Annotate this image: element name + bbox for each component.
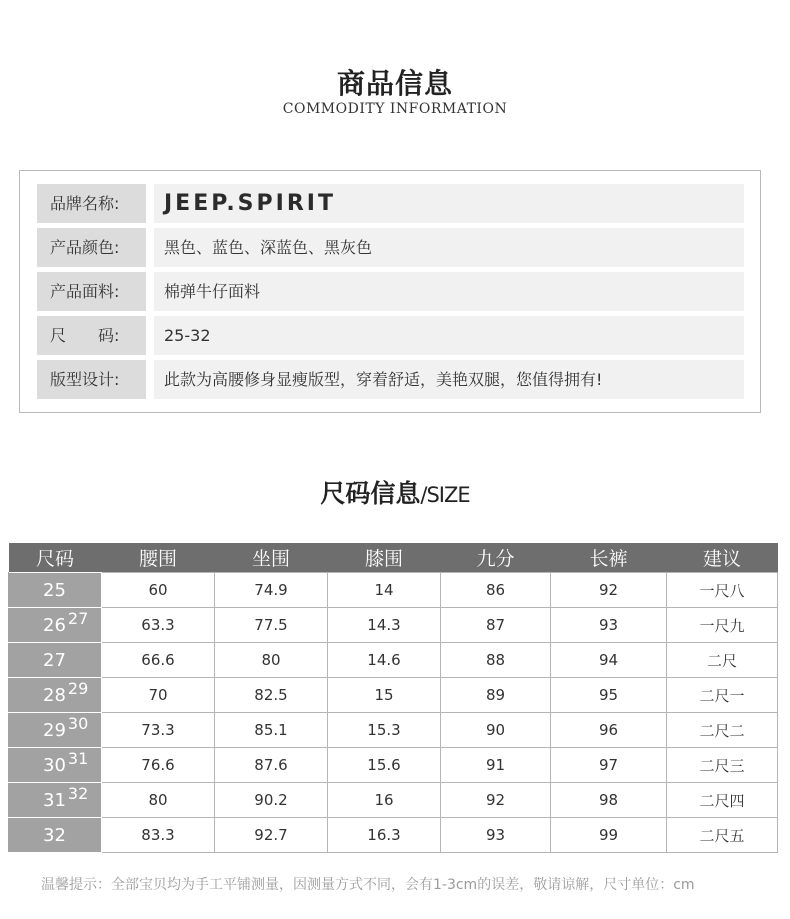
info-label: 产品颜色:: [37, 228, 146, 267]
table-cell: 88: [441, 643, 551, 678]
table-cell: 87.6: [215, 748, 328, 783]
size-value: 32: [43, 824, 66, 846]
column-header: 长裤: [551, 543, 667, 573]
size-alt-value: 31: [67, 748, 89, 768]
table-cell: 91: [441, 748, 551, 783]
size-cell: [9, 713, 102, 748]
column-header: 尺码: [9, 543, 102, 573]
table-cell: 二尺一: [667, 678, 778, 713]
table-cell: 14.6: [328, 643, 441, 678]
measurement-note: 温馨提示：全部宝贝均为手工平铺测量，因测量方式不同，会有1-3cm的误差，敬请谅解，尺寸单位：cm: [41, 877, 695, 893]
table-row: [9, 678, 778, 713]
table-row: [9, 748, 778, 783]
info-value: 此款为高腰修身显瘦版型，穿着舒适，美艳双腿，您值得拥有!: [154, 360, 744, 399]
table-cell: 94: [551, 643, 667, 678]
table-cell: 73.3: [102, 713, 215, 748]
table-cell: 83.3: [102, 818, 215, 853]
page-subtitle: COMMODITY INFORMATION: [282, 101, 508, 117]
table-cell: 14.3: [328, 608, 441, 643]
size-cell: [9, 573, 102, 608]
table-cell: 16.3: [328, 818, 441, 853]
table-row: [9, 713, 778, 748]
table-cell: 76.6: [102, 748, 215, 783]
table-cell: 97: [551, 748, 667, 783]
table-cell: 92: [441, 783, 551, 818]
table-row: [9, 818, 778, 853]
table-cell: 一尺九: [667, 608, 778, 643]
info-value: 棉弹牛仔面料: [154, 272, 744, 311]
table-cell: 二尺二: [667, 713, 778, 748]
size-alt-value: 30: [67, 713, 89, 733]
size-alt-value: 27: [67, 608, 89, 628]
size-cell: [9, 643, 102, 678]
table-cell: 86: [441, 573, 551, 608]
table-row: [9, 608, 778, 643]
info-value-brand: [154, 184, 744, 223]
size-cell: [9, 678, 102, 713]
table-row: [9, 573, 778, 608]
table-cell: 93: [441, 818, 551, 853]
size-value: 30: [43, 754, 66, 776]
table-cell: 85.1: [215, 713, 328, 748]
table-cell: 63.3: [102, 608, 215, 643]
table-cell: 98: [551, 783, 667, 818]
table-cell: 二尺四: [667, 783, 778, 818]
size-title-cn: 尺码信息: [320, 479, 421, 508]
commodity-info-box: [19, 170, 761, 413]
size-value: 27: [43, 649, 66, 671]
table-cell: 74.9: [215, 573, 328, 608]
size-section-title: [0, 474, 790, 510]
table-cell: 15: [328, 678, 441, 713]
table-cell: 95: [551, 678, 667, 713]
info-label: 尺 码:: [37, 316, 146, 355]
info-label: 品牌名称:: [37, 184, 146, 223]
table-cell: 二尺: [667, 643, 778, 678]
table-cell: 二尺五: [667, 818, 778, 853]
info-value: 25-32: [154, 316, 744, 355]
table-cell: 15.3: [328, 713, 441, 748]
size-value: 29: [43, 719, 66, 741]
column-header: 膝围: [328, 543, 441, 573]
table-cell: 70: [102, 678, 215, 713]
info-value: 黑色、蓝色、深蓝色、黑灰色: [154, 228, 744, 267]
size-value: 31: [43, 789, 66, 811]
table-cell: 99: [551, 818, 667, 853]
size-alt-value: 32: [67, 783, 89, 803]
size-value: 28: [43, 684, 66, 706]
table-row: [9, 643, 778, 678]
size-cell: [9, 608, 102, 643]
table-cell: 77.5: [215, 608, 328, 643]
table-cell: 96: [551, 713, 667, 748]
table-cell: 90.2: [215, 783, 328, 818]
brand-logo: JEEP.SPIRIT: [164, 191, 336, 216]
table-cell: 二尺三: [667, 748, 778, 783]
table-cell: 80: [102, 783, 215, 818]
table-cell: 14: [328, 573, 441, 608]
table-cell: 92: [551, 573, 667, 608]
size-alt-value: 29: [67, 678, 89, 698]
info-label: 产品面料:: [37, 272, 146, 311]
table-cell: 89: [441, 678, 551, 713]
table-cell: 66.6: [102, 643, 215, 678]
table-cell: 92.7: [215, 818, 328, 853]
size-title-en: /SIZE: [420, 483, 470, 507]
column-header: 建议: [667, 543, 778, 573]
table-cell: 一尺八: [667, 573, 778, 608]
size-table: [8, 543, 778, 853]
size-cell: [9, 783, 102, 818]
table-cell: 87: [441, 608, 551, 643]
table-cell: 82.5: [215, 678, 328, 713]
table-cell: 90: [441, 713, 551, 748]
table-header-row: [9, 543, 778, 573]
table-cell: 93: [551, 608, 667, 643]
column-header: 九分: [441, 543, 551, 573]
table-cell: 15.6: [328, 748, 441, 783]
info-label: 版型设计:: [37, 360, 146, 399]
table-cell: 80: [215, 643, 328, 678]
table-row: [9, 783, 778, 818]
page-title: 商品信息: [336, 67, 453, 100]
table-cell: 16: [328, 783, 441, 818]
column-header: 腰围: [102, 543, 215, 573]
size-value: 25: [43, 579, 66, 601]
table-cell: 60: [102, 573, 215, 608]
size-cell: [9, 818, 102, 853]
size-value: 26: [43, 614, 66, 636]
size-cell: [9, 748, 102, 783]
column-header: 坐围: [215, 543, 328, 573]
